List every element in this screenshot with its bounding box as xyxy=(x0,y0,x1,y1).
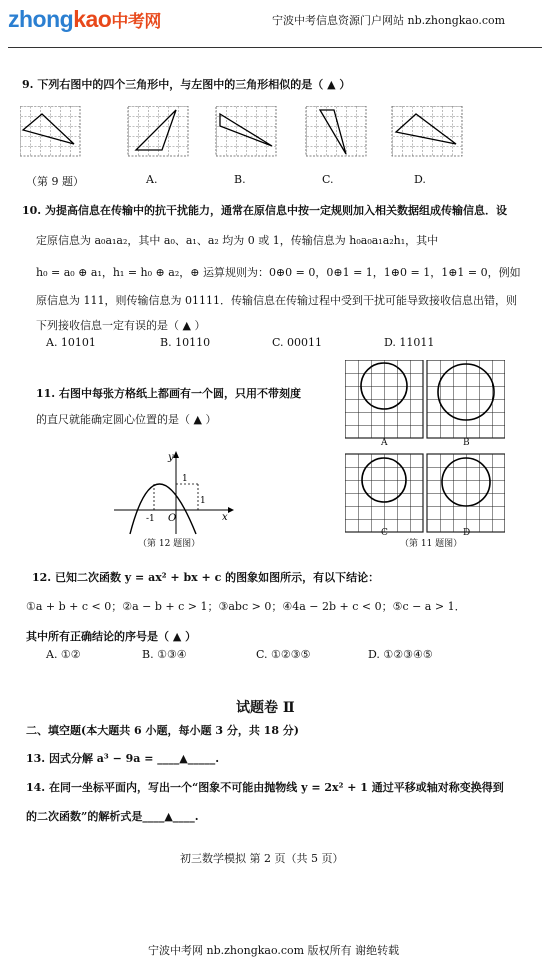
q11-figures xyxy=(345,360,505,540)
y-axis-arrow xyxy=(173,451,179,458)
site-header-text: 宁波中考信息资源门户网站 nb.zhongkao.com xyxy=(272,14,506,27)
q9-figures xyxy=(20,106,490,166)
logo-part-3: 中考网 xyxy=(111,12,161,31)
q12-ask: 其中所有正确结论的序号是（ ▲ ） xyxy=(26,630,197,643)
q11-line-1: 11. 右图中每张方格纸上都画有一个圆，只用不带刻度 xyxy=(36,387,301,400)
q9-figure-d xyxy=(392,106,462,156)
q12-option-a: A. ①② xyxy=(46,648,81,661)
logo-part-1: zhong xyxy=(8,6,74,32)
q10-option-d: D. 11011 xyxy=(384,336,435,349)
q10-option-a: A. 10101 xyxy=(46,336,96,349)
q11-label-a: A xyxy=(381,438,388,448)
q11-label-c: C xyxy=(381,528,388,538)
origin-label: O xyxy=(168,513,177,524)
q10-option-c: C. 00011 xyxy=(272,336,323,349)
q9-label-a: A. xyxy=(146,173,158,186)
q11-grid-b xyxy=(427,360,505,438)
q11-grid-a xyxy=(345,360,423,438)
q12-graph xyxy=(110,448,240,538)
section-2-title: 试题卷 Ⅱ xyxy=(236,700,295,716)
q12-option-b: B. ①③④ xyxy=(142,648,187,661)
q9-figure-original xyxy=(20,106,80,156)
axis-y-label: y xyxy=(168,452,174,463)
q11-line-2: 的直尺就能确定圆心位置的是（ ▲ ） xyxy=(36,413,217,426)
q11-label-d: D xyxy=(463,528,471,538)
q11-caption: （第 11 题图） xyxy=(400,539,463,549)
tick-x1-label: 1 xyxy=(200,496,206,506)
q11-grid-d xyxy=(427,454,505,532)
q10-line-4: 原信息为 111，则传输信息为 01111．传输信息在传输过程中受到干扰可能导致接收信息出错，则 xyxy=(36,294,517,307)
q10-option-b: B. 10110 xyxy=(160,336,211,349)
header-divider xyxy=(8,47,542,48)
x-axis-arrow xyxy=(228,507,234,513)
page-info: 初三数学模拟 第 2 页（共 5 页） xyxy=(180,852,344,865)
q9-figure-b xyxy=(216,106,276,156)
q13-text: 13. 因式分解 a³ − 9a = ____▲_____. xyxy=(26,752,220,765)
q9-figure-a xyxy=(128,106,188,156)
copyright-footer: 宁波中考网 nb.zhongkao.com 版权所有 谢绝转载 xyxy=(148,944,400,957)
q12-conclusions: ①a + b + c < 0；②a − b + c > 1；③abc > 0；④4a − 2b + c < 0；⑤c − a > 1． xyxy=(26,600,466,613)
q12-stem: 12. 已知二次函数 y = ax² + bx + c 的图象如图所示，有以下结论： xyxy=(32,571,380,584)
q12-option-d: D. ①②③④⑤ xyxy=(368,648,433,661)
tick-neg1-label: -1 xyxy=(146,514,155,524)
q9-label-b: B. xyxy=(234,173,246,186)
q10-line-3: h₀ = a₀ ⊕ a₁，h₁ = h₀ ⊕ a₂，⊕ 运算规则为：0⊕0 = 0，0⊕1 = 1，1⊕0 = 1，1⊕1 = 0，例如 xyxy=(36,266,521,279)
logo-part-2: kao xyxy=(73,6,112,32)
q12-caption: （第 12 题图） xyxy=(138,539,201,549)
q11-grid-c xyxy=(345,454,423,532)
q9-stem: 9. 下列右图中的四个三角形中，与左图中的三角形相似的是（ ▲ ） xyxy=(22,78,351,91)
q14-line-1: 14. 在同一坐标平面内，写出一个“图象不可能由抛物线 y = 2x² + 1 通过平移或轴对称变换得到 xyxy=(26,781,504,794)
q11-label-b: B xyxy=(463,438,470,448)
q10-line-2: 定原信息为 a₀a₁a₂，其中 a₀、a₁、a₂ 均为 0 或 1，传输信息为 h₀a₀a₁a₂h₁，其中 xyxy=(36,234,439,247)
q9-label-c: C. xyxy=(322,173,334,186)
section-2-heading: 二、填空题(本大题共 6 小题，每小题 3 分，共 18 分) xyxy=(26,724,300,737)
q12-option-c: C. ①②③⑤ xyxy=(256,648,311,661)
q10-line-1: 10. 为提高信息在传输中的抗干扰能力，通常在原信息中按一定规则加入相关数据组成传输信息．设 xyxy=(22,204,507,217)
q9-figure-c xyxy=(306,106,366,156)
q9-label-d: D. xyxy=(414,173,426,186)
q9-caption: （第 9 题） xyxy=(26,175,84,188)
q10-line-5: 下列接收信息一定有误的是（ ▲ ） xyxy=(36,319,206,332)
axis-x-label: x xyxy=(222,512,228,523)
zhongkao-logo xyxy=(8,6,161,33)
parabola xyxy=(130,484,196,534)
tick-y1-label: 1 xyxy=(182,474,188,484)
q14-line-2: 的二次函数”的解析式是____▲____. xyxy=(26,810,199,823)
